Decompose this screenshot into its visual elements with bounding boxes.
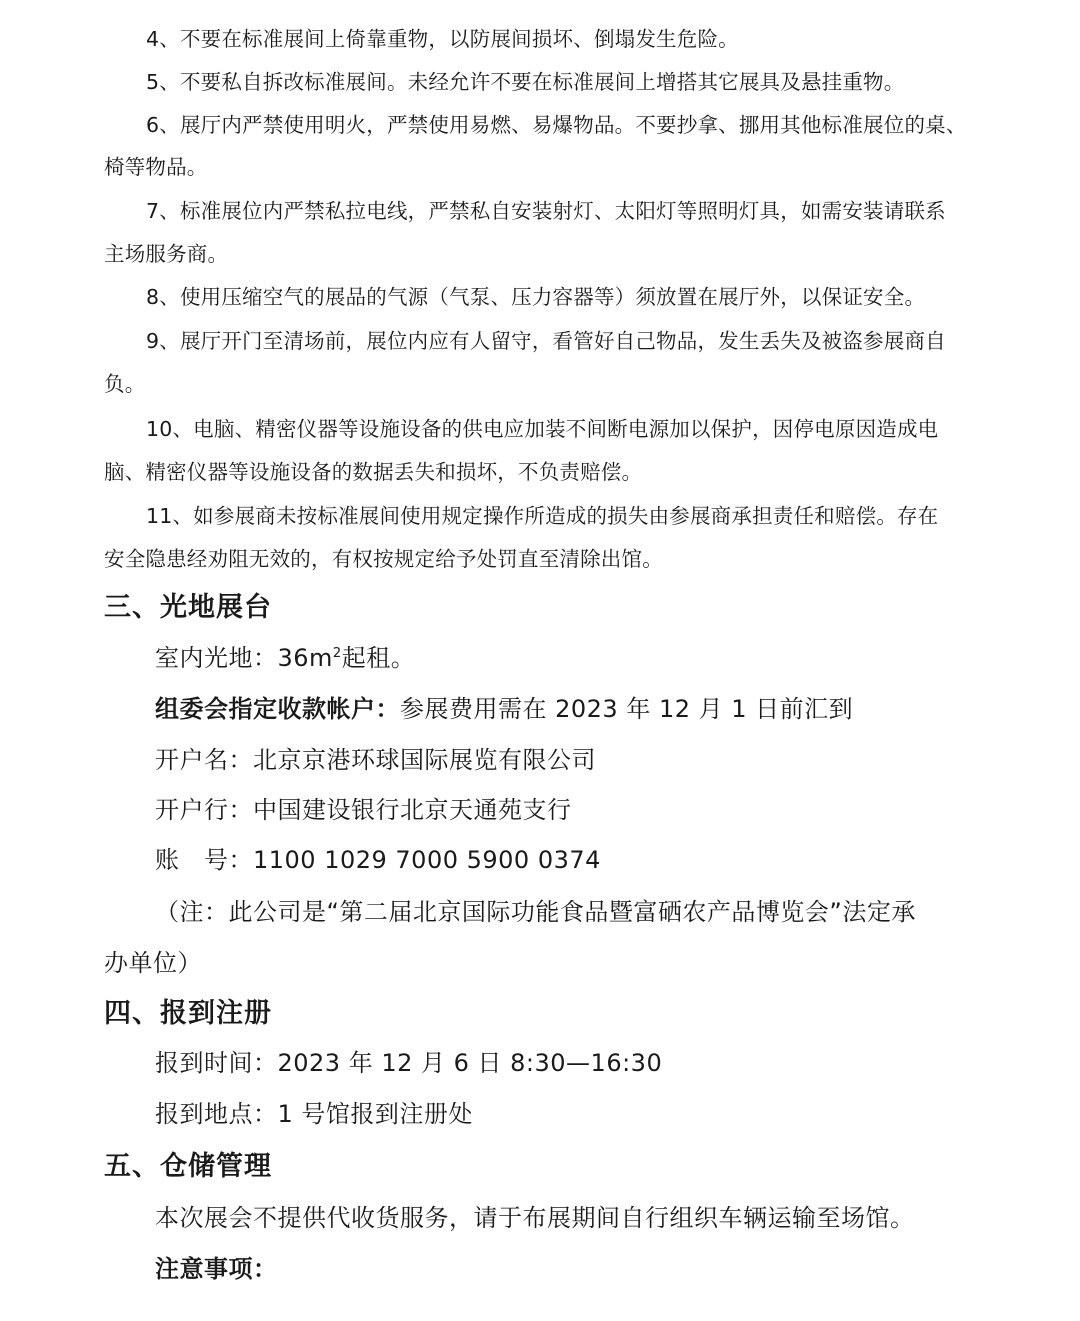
indoor-space-suffix: 起租。: [341, 644, 416, 672]
account-number-label: 账 号：: [155, 846, 253, 874]
storage-text: 本次展会不提供代收货服务，请于布展期间自行组织车辆运输至场馆。: [155, 1204, 915, 1232]
registration-place: 报到地点：1 号馆报到注册处: [155, 1100, 473, 1128]
rule-8: 8、使用压缩空气的展品的气源（气泵、压力容器等）须放置在展厅外，以保证安全。: [146, 285, 926, 309]
rule-9-line1: 9、展厅开门至清场前，展位内应有人留守，看管好自己物品，发生丢失及被盗参展商自: [146, 329, 946, 353]
rule-11-line2: 安全隐患经劝阻无效的，有权按规定给予处罚直至清除出馆。: [104, 547, 663, 571]
rule-5: 5、不要私自拆改标准展间。未经允许不要在标准展间上增搭其它展具及悬挂重物。: [146, 70, 905, 94]
rule-6-line1: 6、展厅内严禁使用明火，严禁使用易燃、易爆物品。不要抄拿、挪用其他标准展位的桌、: [146, 113, 967, 137]
rule-10-line2: 脑、精密仪器等设施设备的数据丢失和损坏，不负责赔偿。: [104, 460, 643, 484]
account-holder: 开户名：北京京港环球国际展览有限公司: [155, 746, 596, 774]
account-number: 1100 1029 7000 5900 0374: [253, 846, 601, 874]
registration-time: 报到时间：2023 年 12 月 6 日 8:30—16:30: [155, 1049, 663, 1077]
indoor-space-prefix: 室内光地：36m: [155, 644, 333, 672]
rule-11-line1: 11、如参展商未按标准展间使用规定操作所造成的损失由参展商承担责任和赔偿。存在: [146, 504, 939, 528]
section-4-heading: 四、报到注册: [104, 998, 272, 1029]
rule-7-line1: 7、标准展位内严禁私拉电线，严禁私自安装射灯、太阳灯等照明灯具，如需安装请联系: [146, 199, 946, 223]
square-superscript: 2: [332, 646, 342, 661]
account-bank: 开户行：中国建设银行北京天通苑支行: [155, 796, 572, 824]
rule-4: 4、不要在标准展间上倚靠重物，以防展间损坏、倒塌发生危险。: [146, 27, 739, 51]
section-3-heading: 三、光地展台: [104, 592, 272, 623]
note-line1: （注：此公司是“第二届北京国际功能食品暨富硒农产品博览会”法定承: [155, 898, 916, 926]
rule-10-line1: 10、电脑、精密仪器等设施设备的供电应加装不间断电源加以保护，因停电原因造成电: [146, 417, 939, 441]
payment-deadline-text: 参展费用需在 2023 年 12 月 1 日前汇到: [400, 695, 854, 723]
rule-9-line2: 负。: [104, 372, 146, 396]
section-5-heading: 五、仓储管理: [104, 1151, 272, 1182]
payment-account-label: 组委会指定收款帐户：: [155, 695, 400, 723]
indoor-space-line: [155, 646, 415, 670]
rule-7-line2: 主场服务商。: [104, 242, 229, 266]
rule-6-line2: 椅等物品。: [104, 155, 208, 179]
note-line2: 办单位）: [104, 949, 202, 977]
account-number-line: [155, 848, 601, 872]
payment-account-line: [155, 697, 853, 721]
notice-label: 注意事项：: [155, 1255, 278, 1283]
